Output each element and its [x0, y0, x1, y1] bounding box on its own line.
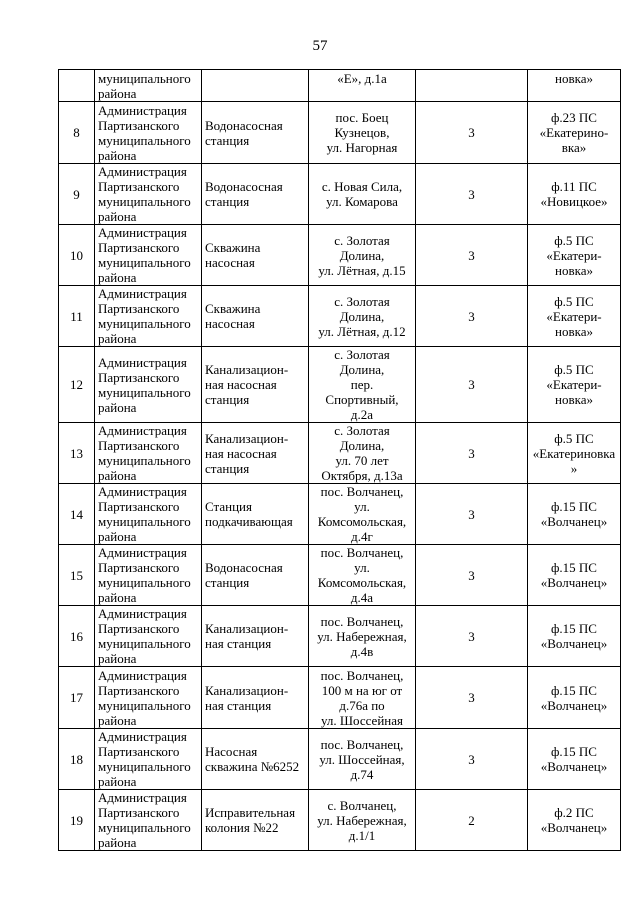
object-cell: Скважина насосная — [202, 225, 309, 286]
owner-cell: Администрация Партизанского муниципального района — [95, 286, 202, 347]
owner-cell: Администрация Партизанского муниципального района — [95, 729, 202, 790]
row-number: 18 — [59, 729, 95, 790]
table-row — [59, 729, 621, 790]
feeder-cell: ф.5 ПС «Екатери- новка» — [528, 225, 621, 286]
address-cell: пос. Волчанец, ул. Комсомольская, д.4г — [309, 484, 416, 545]
object-cell: Станция подкачивающая — [202, 484, 309, 545]
category-cell: 3 — [416, 484, 528, 545]
address-cell: пос. Волчанец, ул. Шоссейная, д.74 — [309, 729, 416, 790]
category-cell: 3 — [416, 286, 528, 347]
object-cell: Канализацион- ная насосная станция — [202, 423, 309, 484]
row-number: 16 — [59, 606, 95, 667]
table-row — [59, 606, 621, 667]
feeder-cell: ф.15 ПС «Волчанец» — [528, 667, 621, 729]
table-row — [59, 545, 621, 606]
category-cell: 3 — [416, 102, 528, 164]
address-cell: пос. Боец Кузнецов, ул. Нагорная — [309, 102, 416, 164]
table-row — [59, 286, 621, 347]
category-cell: 3 — [416, 606, 528, 667]
feeder-cell: ф.15 ПС «Волчанец» — [528, 606, 621, 667]
facilities-table — [58, 69, 621, 851]
table-row — [59, 225, 621, 286]
owner-cell: Администрация Партизанского муниципального района — [95, 102, 202, 164]
row-number: 9 — [59, 164, 95, 225]
feeder-cell: новка» — [528, 70, 621, 102]
category-cell: 2 — [416, 790, 528, 851]
feeder-cell: ф.15 ПС «Волчанец» — [528, 484, 621, 545]
row-number: 10 — [59, 225, 95, 286]
row-number: 13 — [59, 423, 95, 484]
row-number — [59, 70, 95, 102]
category-cell: 3 — [416, 423, 528, 484]
row-number: 15 — [59, 545, 95, 606]
address-cell: пос. Волчанец, ул. Набережная, д.4в — [309, 606, 416, 667]
address-cell: с. Золотая Долина, ул. 70 лет Октября, д.13а — [309, 423, 416, 484]
owner-cell: Администрация Партизанского муниципального района — [95, 545, 202, 606]
address-cell: с. Золотая Долина, пер. Спортивный, д.2а — [309, 347, 416, 423]
feeder-cell: ф.5 ПС «Екатериновка » — [528, 423, 621, 484]
object-cell — [202, 70, 309, 102]
table-row — [59, 164, 621, 225]
feeder-cell: ф.5 ПС «Екатери- новка» — [528, 347, 621, 423]
object-cell: Водонасосная станция — [202, 164, 309, 225]
category-cell: 3 — [416, 545, 528, 606]
row-number: 8 — [59, 102, 95, 164]
owner-cell: Администрация Партизанского муниципального района — [95, 484, 202, 545]
owner-cell: муниципального района — [95, 70, 202, 102]
address-cell: с. Золотая Долина, ул. Лётная, д.12 — [309, 286, 416, 347]
object-cell: Исправительная колония №22 — [202, 790, 309, 851]
object-cell: Насосная скважина №6252 — [202, 729, 309, 790]
address-cell: с. Золотая Долина, ул. Лётная, д.15 — [309, 225, 416, 286]
owner-cell: Администрация Партизанского муниципального района — [95, 225, 202, 286]
table-row — [59, 667, 621, 729]
address-cell: с. Волчанец, ул. Набережная, д.1/1 — [309, 790, 416, 851]
owner-cell: Администрация Партизанского муниципального района — [95, 164, 202, 225]
row-number: 19 — [59, 790, 95, 851]
owner-cell: Администрация Партизанского муниципального района — [95, 790, 202, 851]
feeder-cell: ф.15 ПС «Волчанец» — [528, 729, 621, 790]
object-cell: Канализацион- ная насосная станция — [202, 347, 309, 423]
table-row — [59, 70, 621, 102]
category-cell: 3 — [416, 667, 528, 729]
owner-cell: Администрация Партизанского муниципального района — [95, 347, 202, 423]
row-number: 12 — [59, 347, 95, 423]
table-row — [59, 484, 621, 545]
category-cell — [416, 70, 528, 102]
owner-cell: Администрация Партизанского муниципального района — [95, 667, 202, 729]
feeder-cell: ф.11 ПС «Новицкое» — [528, 164, 621, 225]
owner-cell: Администрация Партизанского муниципального района — [95, 423, 202, 484]
feeder-cell: ф.15 ПС «Волчанец» — [528, 545, 621, 606]
feeder-cell: ф.5 ПС «Екатери- новка» — [528, 286, 621, 347]
object-cell: Канализацион- ная станция — [202, 606, 309, 667]
feeder-cell: ф.23 ПС «Екатерино- вка» — [528, 102, 621, 164]
address-cell: пос. Волчанец, ул. Комсомольская, д.4а — [309, 545, 416, 606]
object-cell: Канализацион- ная станция — [202, 667, 309, 729]
table-row — [59, 102, 621, 164]
page-number: 57 — [312, 38, 328, 54]
category-cell: 3 — [416, 729, 528, 790]
address-cell: с. Новая Сила, ул. Комарова — [309, 164, 416, 225]
category-cell: 3 — [416, 164, 528, 225]
address-cell: «Е», д.1а — [309, 70, 416, 102]
object-cell: Водонасосная станция — [202, 545, 309, 606]
category-cell: 3 — [416, 347, 528, 423]
owner-cell: Администрация Партизанского муниципального района — [95, 606, 202, 667]
object-cell: Водонасосная станция — [202, 102, 309, 164]
row-number: 11 — [59, 286, 95, 347]
row-number: 14 — [59, 484, 95, 545]
table-row — [59, 347, 621, 423]
table-row — [59, 423, 621, 484]
feeder-cell: ф.2 ПС «Волчанец» — [528, 790, 621, 851]
object-cell: Скважина насосная — [202, 286, 309, 347]
row-number: 17 — [59, 667, 95, 729]
category-cell: 3 — [416, 225, 528, 286]
table-row — [59, 790, 621, 851]
address-cell: пос. Волчанец, 100 м на юг от д.76а по ул. Шоссейная — [309, 667, 416, 729]
